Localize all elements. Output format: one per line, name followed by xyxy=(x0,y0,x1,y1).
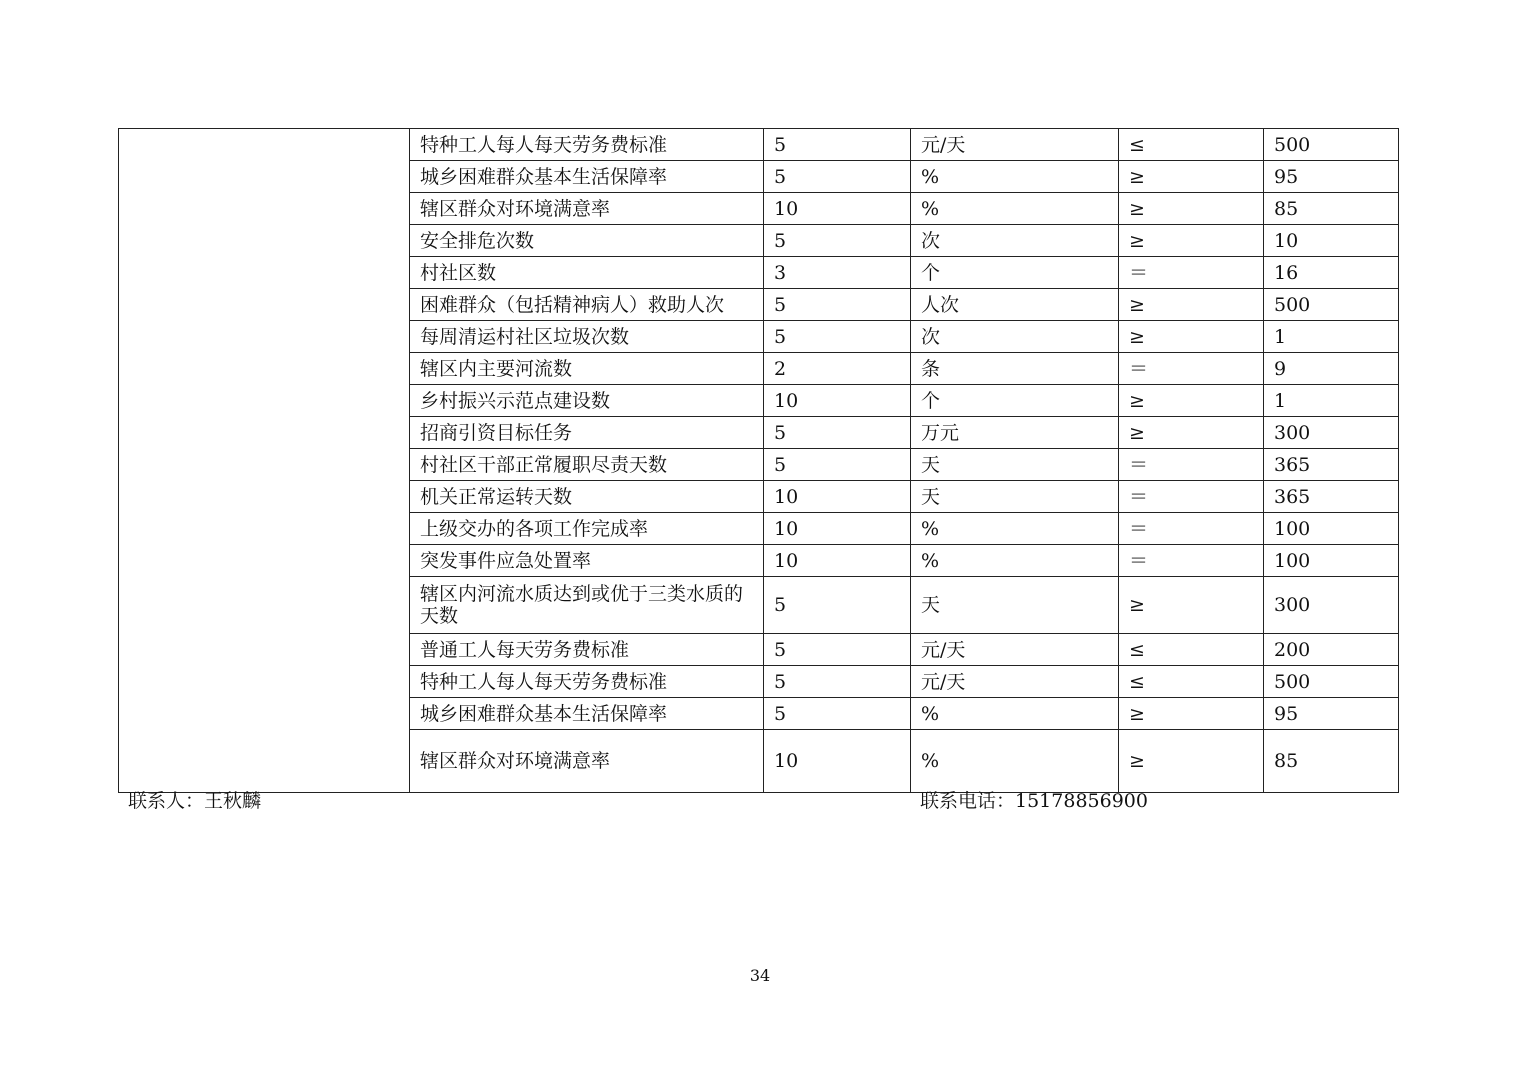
indicator-weight-cell: 5 xyxy=(764,321,911,353)
indicator-target-cell: 100 xyxy=(1264,513,1399,545)
indicator-target-cell: 300 xyxy=(1264,417,1399,449)
indicator-name-cell: 安全排危次数 xyxy=(410,225,764,257)
indicator-name-cell: 辖区内主要河流数 xyxy=(410,353,764,385)
indicator-weight-cell: 5 xyxy=(764,449,911,481)
indicator-table-body xyxy=(119,129,1399,793)
indicator-weight-cell: 5 xyxy=(764,577,911,634)
indicator-target-cell: 365 xyxy=(1264,481,1399,513)
indicator-operator-cell: ≤ xyxy=(1119,129,1264,161)
indicator-weight-cell: 3 xyxy=(764,257,911,289)
indicator-name-cell: 突发事件应急处置率 xyxy=(410,545,764,577)
indicator-weight-cell: 5 xyxy=(764,698,911,730)
indicator-target-cell: 100 xyxy=(1264,545,1399,577)
indicator-weight-cell: 5 xyxy=(764,289,911,321)
indicator-target-cell: 300 xyxy=(1264,577,1399,634)
indicator-name-cell: 每周清运村社区垃圾次数 xyxy=(410,321,764,353)
indicator-unit-cell: 天 xyxy=(911,481,1119,513)
indicator-weight-cell: 5 xyxy=(764,161,911,193)
indicator-name-cell: 普通工人每天劳务费标准 xyxy=(410,634,764,666)
indicator-target-cell: 200 xyxy=(1264,634,1399,666)
indicator-unit-cell: 元/天 xyxy=(911,634,1119,666)
indicator-weight-cell: 10 xyxy=(764,545,911,577)
indicator-unit-cell: % xyxy=(911,698,1119,730)
indicator-name-cell: 村社区数 xyxy=(410,257,764,289)
indicator-target-cell: 95 xyxy=(1264,698,1399,730)
indicator-weight-cell: 5 xyxy=(764,129,911,161)
indicator-name-cell: 特种工人每人每天劳务费标准 xyxy=(410,129,764,161)
indicator-operator-cell: ＝ xyxy=(1119,513,1264,545)
indicator-target-cell: 500 xyxy=(1264,666,1399,698)
indicator-weight-cell: 10 xyxy=(764,513,911,545)
indicator-name-cell: 城乡困难群众基本生活保障率 xyxy=(410,698,764,730)
indicator-operator-cell: ＝ xyxy=(1119,353,1264,385)
indicator-name-cell: 辖区群众对环境满意率 xyxy=(410,193,764,225)
indicator-weight-cell: 10 xyxy=(764,385,911,417)
indicator-unit-cell: 个 xyxy=(911,257,1119,289)
indicator-unit-cell: % xyxy=(911,513,1119,545)
indicator-name-cell: 乡村振兴示范点建设数 xyxy=(410,385,764,417)
indicator-name-cell: 机关正常运转天数 xyxy=(410,481,764,513)
indicator-operator-cell: ≥ xyxy=(1119,321,1264,353)
indicator-operator-cell: ＝ xyxy=(1119,481,1264,513)
indicator-unit-cell: 次 xyxy=(911,225,1119,257)
indicator-name-cell: 招商引资目标任务 xyxy=(410,417,764,449)
indicator-target-cell: 500 xyxy=(1264,289,1399,321)
indicator-target-cell: 500 xyxy=(1264,129,1399,161)
indicator-operator-cell: ≥ xyxy=(1119,225,1264,257)
indicator-unit-cell: 元/天 xyxy=(911,666,1119,698)
indicator-weight-cell: 2 xyxy=(764,353,911,385)
indicator-name-cell: 村社区干部正常履职尽责天数 xyxy=(410,449,764,481)
category-blank-cell xyxy=(119,129,410,793)
indicator-name-cell: 上级交办的各项工作完成率 xyxy=(410,513,764,545)
indicator-target-cell: 1 xyxy=(1264,321,1399,353)
indicator-operator-cell: ≤ xyxy=(1119,634,1264,666)
indicator-weight-cell: 5 xyxy=(764,666,911,698)
indicator-operator-cell: ≤ xyxy=(1119,666,1264,698)
indicator-operator-cell: ≥ xyxy=(1119,193,1264,225)
indicator-weight-cell: 5 xyxy=(764,225,911,257)
indicator-operator-cell: ≥ xyxy=(1119,161,1264,193)
indicator-unit-cell: % xyxy=(911,545,1119,577)
indicator-name-cell: 城乡困难群众基本生活保障率 xyxy=(410,161,764,193)
indicator-unit-cell: 人次 xyxy=(911,289,1119,321)
indicator-target-cell: 95 xyxy=(1264,161,1399,193)
indicator-table xyxy=(118,128,1399,793)
indicator-operator-cell: ＝ xyxy=(1119,545,1264,577)
indicator-name-cell: 特种工人每人每天劳务费标准 xyxy=(410,666,764,698)
indicator-unit-cell: % xyxy=(911,161,1119,193)
contact-person: 联系人：王秋麟 xyxy=(128,790,262,812)
indicator-operator-cell: ＝ xyxy=(1119,449,1264,481)
indicator-unit-cell: 万元 xyxy=(911,417,1119,449)
indicator-name-cell: 辖区群众对环境满意率 xyxy=(410,730,764,793)
indicator-operator-cell: ≥ xyxy=(1119,385,1264,417)
indicator-unit-cell: 元/天 xyxy=(911,129,1119,161)
indicator-weight-cell: 10 xyxy=(764,481,911,513)
indicator-unit-cell: 条 xyxy=(911,353,1119,385)
indicator-operator-cell: ≥ xyxy=(1119,289,1264,321)
indicator-weight-cell: 5 xyxy=(764,634,911,666)
indicator-target-cell: 1 xyxy=(1264,385,1399,417)
indicator-unit-cell: % xyxy=(911,193,1119,225)
indicator-operator-cell: ＝ xyxy=(1119,257,1264,289)
indicator-unit-cell: % xyxy=(911,730,1119,793)
indicator-operator-cell: ≥ xyxy=(1119,417,1264,449)
indicator-target-cell: 9 xyxy=(1264,353,1399,385)
indicator-operator-cell: ≥ xyxy=(1119,730,1264,793)
indicator-operator-cell: ≥ xyxy=(1119,577,1264,634)
page-number: 34 xyxy=(749,966,771,985)
indicator-weight-cell: 10 xyxy=(764,193,911,225)
indicator-target-cell: 16 xyxy=(1264,257,1399,289)
indicator-weight-cell: 10 xyxy=(764,730,911,793)
contact-phone: 联系电话：15178856900 xyxy=(920,790,1148,812)
indicator-unit-cell: 天 xyxy=(911,449,1119,481)
indicator-unit-cell: 个 xyxy=(911,385,1119,417)
indicator-target-cell: 85 xyxy=(1264,193,1399,225)
indicator-target-cell: 85 xyxy=(1264,730,1399,793)
indicator-weight-cell: 5 xyxy=(764,417,911,449)
table-row xyxy=(119,129,1399,161)
indicator-name-cell: 困难群众（包括精神病人）救助人次 xyxy=(410,289,764,321)
indicator-target-cell: 365 xyxy=(1264,449,1399,481)
indicator-unit-cell: 天 xyxy=(911,577,1119,634)
indicator-name-cell: 辖区内河流水质达到或优于三类水质的天数 xyxy=(410,577,764,634)
indicator-operator-cell: ≥ xyxy=(1119,698,1264,730)
indicator-target-cell: 10 xyxy=(1264,225,1399,257)
indicator-unit-cell: 次 xyxy=(911,321,1119,353)
